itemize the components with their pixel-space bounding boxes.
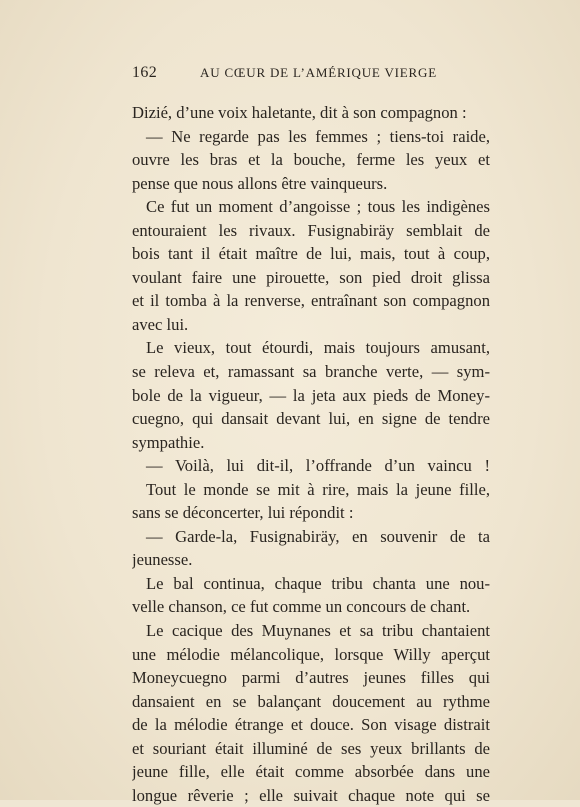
text-line: Le vieux, tout étourdi, mais toujours amusant,: [146, 338, 490, 358]
text-line: longue rêverie ; elle suivait chaque note qui se: [132, 785, 490, 805]
text-line: dansaient en se balançant doucement au rythme: [132, 691, 490, 711]
text-line: entouraient les rivaux. Fusignabiräy semblait de: [132, 220, 490, 240]
page-header: [132, 64, 437, 82]
text-line: avec lui.: [132, 314, 189, 334]
text-line: et il tomba à la renverse, entraînant son compagnon: [132, 291, 490, 311]
body-text: [132, 101, 490, 807]
text-line: une mélodie mélancolique, lorsque Willy aperçut: [132, 644, 490, 664]
text-line: velle chanson, ce fut comme un concours de chant.: [132, 597, 471, 617]
text-line: Le cacique des Muynanes et sa tribu chantaient: [146, 621, 490, 641]
text-line: Dizié, d’une voix haletante, dit à son compagnon :: [132, 103, 467, 122]
text-line: de la mélodie étrange et douce. Son visage distrait: [132, 715, 490, 735]
text-line: pense que nous allons être vainqueurs.: [132, 173, 388, 193]
text-line: et souriant était illuminé de ses yeux brillants de: [132, 738, 490, 758]
text-line: bole de la vigueur, — la jeta aux pieds de Money-: [132, 385, 490, 405]
text-line: — Voilà, lui dit-il, l’offrande d’un vaincu !: [146, 456, 490, 476]
text-line: ouvre les bras et la bouche, ferme les yeux et: [132, 150, 490, 170]
text-line: Moneycuegno parmi d’autres jeunes filles qui: [132, 668, 490, 688]
text-line: jeune fille, elle était comme absorbée dans une: [132, 762, 490, 782]
text-line: sympathie.: [132, 432, 205, 452]
text-line: Ce fut un moment d’angoisse ; tous les indigènes: [146, 197, 490, 217]
text-line: voulant faire une pirouette, son pied droit glissa: [132, 267, 490, 287]
text-line: se releva et, ramassant sa branche verte, — sym-: [132, 362, 490, 382]
text-line: — Garde-la, Fusignabiräy, en souvenir de ta: [146, 526, 490, 546]
text-line: Le bal continua, chaque tribu chanta une nou-: [146, 573, 490, 593]
text-line: jeunesse.: [132, 550, 193, 570]
page-number: 162: [132, 64, 158, 81]
running-title: AU CŒUR DE L’AMÉRIQUE VIERGE: [200, 65, 437, 80]
text-line: — Ne regarde pas les femmes ; tiens-toi raide,: [146, 126, 490, 146]
text-line: cuegno, qui dansait devant lui, en signe de tendre: [132, 409, 490, 429]
text-line: bois tant il était maître de lui, mais, tout à coup,: [132, 244, 490, 264]
text-line: sans se déconcerter, lui répondit :: [132, 503, 354, 523]
text-line: Tout le monde se mit à rire, mais la jeune fille,: [146, 479, 490, 499]
